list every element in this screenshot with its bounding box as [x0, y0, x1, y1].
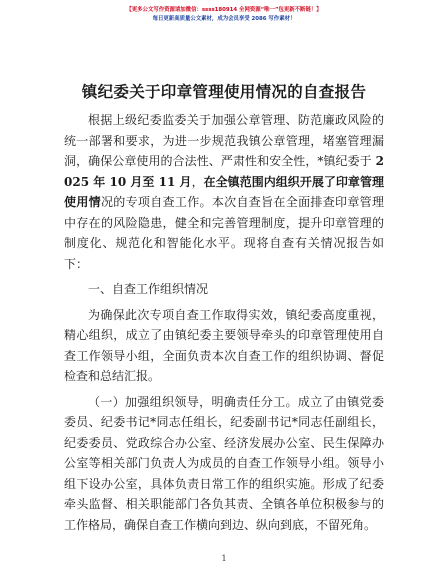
- intro-bold-scope: 在全镇范围内组织开展了印章管理使用情: [64, 174, 384, 209]
- promo-banner: [0, 6, 448, 24]
- promo-banner-line-1: 【更多公文写作资源请加微信：ssss180914 全网资源“唯一”包更新不断链！】: [126, 7, 322, 13]
- document-title: 镇纪委关于印章管理使用情况的自查报告: [81, 82, 367, 101]
- document-body: [64, 110, 384, 535]
- intro-text-3: 况的专项自查工作。本次自查旨在全面排查印章管理中存在的风险隐患，健全和完善管理制度，提升印章管理的制度化、规范化和智能化水平。现将自查有关情况报告如下：: [64, 195, 384, 271]
- intro-bold-date: 2025 年 10 月至 11 月: [64, 154, 384, 189]
- intro-text-1: 根据上级纪委监委关于加强公章管理、防范廉政风险的统一部署和要求，为进一步规范我镇公章管理，堵塞管理漏洞，确保公章使用的合法性、严肃性和安全性，*镇纪委于: [64, 113, 384, 168]
- promo-banner-line-2: 每日更新高质量公文素材，成为会员享受 2086 写作素材！: [152, 16, 296, 22]
- intro-text-2: ，: [191, 174, 204, 189]
- section-1-heading: 一、自查工作组织情况: [88, 282, 209, 296]
- page-number: 1: [221, 554, 227, 563]
- section-1-paragraph: 为确保此次专项自查工作取得实效，镇纪委高度重视，精心组织，成立了由镇纪委主要领导牵头的印章管理使用自查工作领导小组，全面负责本次自查工作的组织协调、督促检查和总结汇报。: [64, 307, 384, 383]
- subsection-1-paragraph: （一）加强组织领导，明确责任分工。成立了由镇党委委员、纪委书记*同志任组长，纪委副书记*同志任副组长，纪委委员、党政综合办公室、经济发展办公室、民生保障办公室等相关部门负责人为成员的自查工作领导小组。领导小组下设办公室，具体负责日常工作的组织实施。形成了纪委牵头监督、相关职能部门各负其责、全镇各单位积极参与的工作格局，确保自查工作横向到边、纵向到底，不留死角。: [64, 394, 384, 532]
- intro-paragraph: [64, 110, 384, 274]
